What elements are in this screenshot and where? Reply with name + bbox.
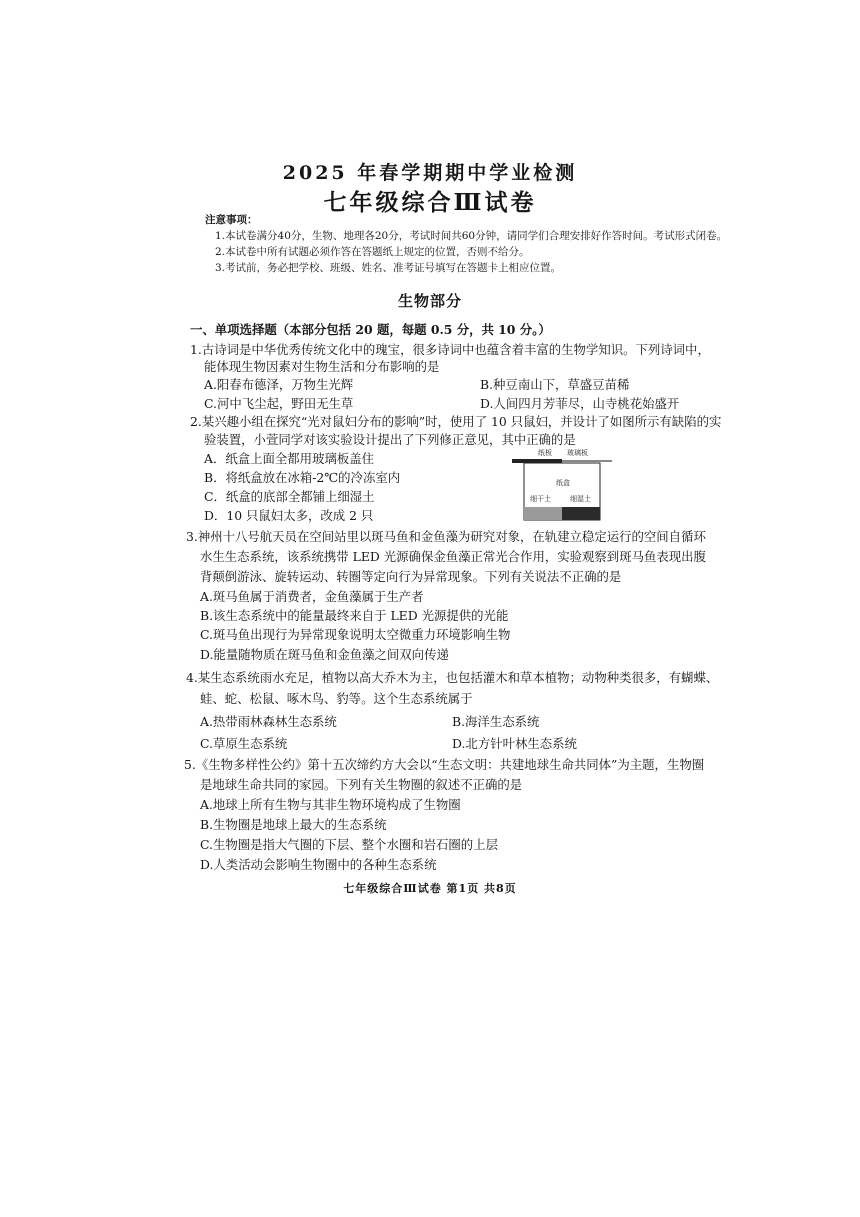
notice-heading: 注意事项： [205,214,258,226]
exam-subtitle: 七年级综合Ⅲ试卷 [323,189,537,216]
q5-option-b: B.生物圈是地球上最大的生态系统 [200,817,387,832]
q1-option-a: A.阳春布德泽，万物生光辉 [204,377,354,392]
q2-stem-line1: 2.某兴趣小组在探究“光对鼠妇分布的影响”时，使用了 10 只鼠妇，并设计了如图所示有缺陷的实 [190,414,722,429]
notice-block [205,212,735,276]
q3-stem-line1: 3.神州十八号航天员在空间站里以斑马鱼和金鱼藻为研究对象，在轨建立稳定运行的空间自循环 [186,529,706,544]
page-footer: 七年级综合Ⅲ试卷 第1页 共8页 [343,882,517,895]
q3-stem-line2: 水生生态系统，该系统携带 LED 光源确保金鱼藻正常光合作用，实验观察到斑马鱼表现出腹 [200,549,706,564]
q2-option-d: D．10 只鼠妇太多，改成 2 只 [204,508,374,523]
wet-soil-layer [562,507,600,520]
dry-soil-label: 细干土 [530,495,551,503]
q4-stem-line1: 4.某生态系统雨水充足，植物以高大乔木为主，也包括灌木和草本植物；动物种类很多，有蝴蝶、 [186,670,719,685]
paper-box-label: 纸盒 [556,479,570,487]
section-title: 生物部分 [397,292,462,310]
paper-board [512,459,562,463]
q1-option-b: B.种豆南山下，草盛豆苗稀 [480,377,630,392]
notice-item: 3.考试前，务必把学校、班级、姓名、准考证号填写在答题卡上相应位置。 [215,262,562,274]
q2-option-b: B．将纸盒放在冰箱-2℃的冷冻室内 [204,470,401,485]
q4-option-d: D.北方针叶林生态系统 [452,736,577,751]
exam-title: 2025 年春学期期中学业检测 [282,162,578,184]
glass-board-label: 玻璃板 [567,449,588,457]
q1-stem-line2: 能体现生物因素对生物生活和分布影响的是 [204,359,440,374]
q5-stem-line1: 5.《生物多样性公约》第十五次缔约方大会以“生态文明：共建地球生命共同体”为主题，生物圈 [184,757,705,772]
q2-stem-line2: 验装置，小萱同学对该实验设计提出了下列修正意见，其中正确的是 [204,432,576,447]
q4-stem-line2: 蛙、蛇、松鼠、啄木鸟、豹等。这个生态系统属于 [200,691,473,706]
q3-option-d: D.能量随物质在斑马鱼和金鱼藻之间双向传递 [200,647,449,662]
dry-soil-layer [524,507,562,520]
q5-option-a: A.地球上所有生物与其非生物环境构成了生物圈 [200,797,461,812]
q3-option-c: C.斑马鱼出现行为异常现象说明太空微重力环境影响生物 [200,627,511,642]
notice-item: 1.本试卷满分40分，生物、地理各20分，考试时间共60分钟，请同学们合理安排好作答时间。考试形式闭卷。 [215,230,728,242]
q5-option-c: C.生物圈是指大气圈的下层、整个水圈和岩石圈的上层 [200,837,498,852]
notice-item: 2.本试卷中所有试题必须作答在答题纸上规定的位置，否则不给分。 [215,246,530,258]
q3-stem-line3: 背颠倒游泳、旋转运动、转圈等定向行为异常现象。下列有关说法不正确的是 [200,569,622,584]
glass-board [562,460,612,462]
q5-stem-line2: 是地球生命共同的家园。下列有关生物圈的叙述不正确的是 [200,777,523,792]
q4-option-b: B.海洋生态系统 [452,714,540,729]
q5-option-d: D.人类活动会影响生物圈中的各种生态系统 [200,857,437,872]
q1-option-c: C.河中飞尘起，野田无生草 [204,396,354,411]
q2-option-a: A．纸盒上面全都用玻璃板盖住 [204,451,375,466]
part-heading: 一、单项选择题（本部分包括 20 题，每题 0.5 分，共 10 分。） [190,322,551,337]
q4-option-c: C.草原生态系统 [200,736,288,751]
paper-board-label: 纸板 [538,449,552,457]
q1-stem-line1: 1.古诗词是中华优秀传统文化中的瑰宝，很多诗词中也蕴含着丰富的生物学知识。下列诗词中， [190,342,710,357]
q2-option-c: C．纸盒的底部全都铺上细湿土 [204,489,375,504]
q2-apparatus-figure [512,447,612,522]
q3-option-b: B.该生态系统中的能量最终来自于 LED 光源提供的光能 [200,608,509,623]
q4-option-a: A.热带雨林森林生态系统 [200,714,337,729]
wet-soil-label: 细湿土 [570,495,591,503]
q1-option-d: D.人间四月芳菲尽，山寺桃花始盛开 [480,396,680,411]
q3-option-a: A.斑马鱼属于消费者，金鱼藻属于生产者 [200,589,424,604]
